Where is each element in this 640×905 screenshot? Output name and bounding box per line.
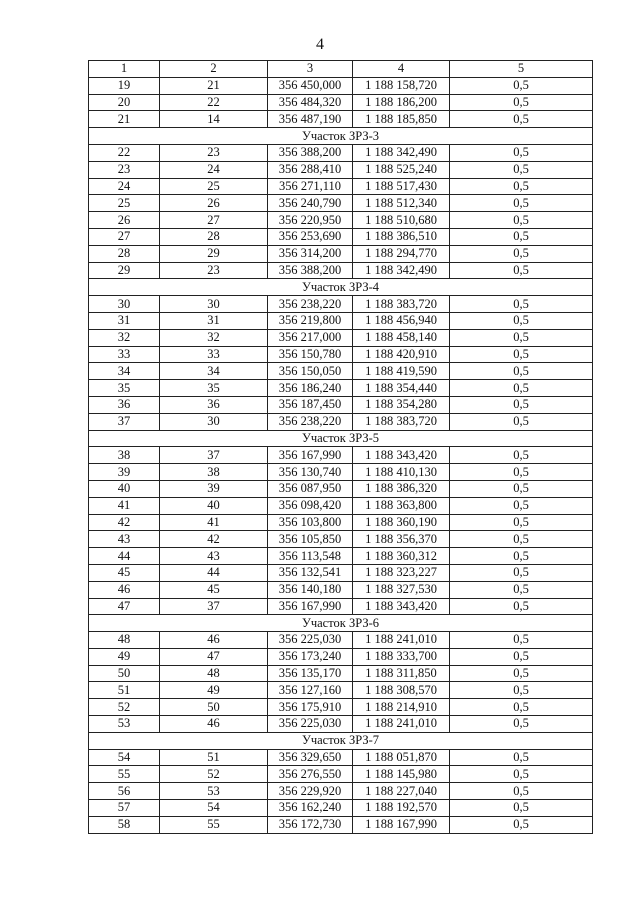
table-cell: 356 484,320 xyxy=(268,94,353,111)
table-cell: 22 xyxy=(160,94,268,111)
table-cell: 54 xyxy=(160,800,268,817)
table-cell: 38 xyxy=(160,464,268,481)
table-row xyxy=(89,648,593,665)
table-cell: 356 225,030 xyxy=(268,716,353,733)
table-cell: 1 188 386,510 xyxy=(353,228,450,245)
table-cell: 356 219,800 xyxy=(268,312,353,329)
table-cell: 1 188 342,490 xyxy=(353,262,450,279)
table-cell: 1 188 323,227 xyxy=(353,564,450,581)
section-row xyxy=(89,615,593,632)
table-cell: 1 188 360,190 xyxy=(353,514,450,531)
table-cell: 43 xyxy=(89,531,160,548)
table-cell: 46 xyxy=(89,581,160,598)
table-cell: 56 xyxy=(89,783,160,800)
table-row xyxy=(89,413,593,430)
table-row xyxy=(89,497,593,514)
page-number: 4 xyxy=(316,36,324,53)
table-cell: 0,5 xyxy=(450,111,593,128)
table-cell: 37 xyxy=(160,447,268,464)
table-row xyxy=(89,749,593,766)
table-cell: 356 172,730 xyxy=(268,816,353,833)
table-cell: 356 271,110 xyxy=(268,178,353,195)
table-row xyxy=(89,178,593,195)
section-row xyxy=(89,430,593,447)
table-cell: 49 xyxy=(89,648,160,665)
table-cell: 28 xyxy=(160,228,268,245)
table-cell: 0,5 xyxy=(450,648,593,665)
column-header: 2 xyxy=(160,61,268,78)
table-row xyxy=(89,800,593,817)
table-cell: 356 450,000 xyxy=(268,77,353,94)
table-cell: 34 xyxy=(89,363,160,380)
table-cell: 356 276,550 xyxy=(268,766,353,783)
table-cell: 52 xyxy=(89,699,160,716)
table-cell: 0,5 xyxy=(450,312,593,329)
table-cell: 0,5 xyxy=(450,262,593,279)
table-cell: 1 188 294,770 xyxy=(353,245,450,262)
table-cell: 356 217,000 xyxy=(268,329,353,346)
section-row xyxy=(89,279,593,296)
table-cell: 37 xyxy=(160,598,268,615)
table-cell: 356 098,420 xyxy=(268,497,353,514)
table-cell: 1 188 517,430 xyxy=(353,178,450,195)
table-cell: 1 188 227,040 xyxy=(353,783,450,800)
table-cell: 31 xyxy=(160,312,268,329)
table-cell: 1 188 458,140 xyxy=(353,329,450,346)
table-cell: 25 xyxy=(160,178,268,195)
table-cell: 356 240,790 xyxy=(268,195,353,212)
table-cell: 23 xyxy=(160,144,268,161)
table-cell: 356 150,050 xyxy=(268,363,353,380)
table-cell: 0,5 xyxy=(450,396,593,413)
table-cell: 54 xyxy=(89,749,160,766)
table-cell: 356 173,240 xyxy=(268,648,353,665)
table-row xyxy=(89,161,593,178)
table-row xyxy=(89,245,593,262)
table-cell: 35 xyxy=(89,380,160,397)
table-cell: 41 xyxy=(89,497,160,514)
table-cell: 1 188 360,312 xyxy=(353,548,450,565)
table-cell: 0,5 xyxy=(450,464,593,481)
table-row xyxy=(89,480,593,497)
table-cell: 22 xyxy=(89,144,160,161)
table-cell: 47 xyxy=(160,648,268,665)
table-row xyxy=(89,144,593,161)
table-cell: 0,5 xyxy=(450,245,593,262)
table-row xyxy=(89,396,593,413)
table-cell: 0,5 xyxy=(450,94,593,111)
table-cell: 1 188 354,280 xyxy=(353,396,450,413)
table-row xyxy=(89,228,593,245)
table-cell: 38 xyxy=(89,447,160,464)
table-cell: 356 105,850 xyxy=(268,531,353,548)
table-row xyxy=(89,514,593,531)
table-cell: 0,5 xyxy=(450,144,593,161)
column-header: 4 xyxy=(353,61,450,78)
table-cell: 55 xyxy=(89,766,160,783)
table-row xyxy=(89,296,593,313)
table-row xyxy=(89,262,593,279)
table-cell: 19 xyxy=(89,77,160,94)
table-cell: 58 xyxy=(89,816,160,833)
table-cell: 0,5 xyxy=(450,665,593,682)
table-row xyxy=(89,380,593,397)
table-cell: 27 xyxy=(160,212,268,229)
section-title: Участок ЗРЗ-3 xyxy=(89,128,593,145)
table-cell: 1 188 383,720 xyxy=(353,413,450,430)
table-row xyxy=(89,346,593,363)
table-cell: 36 xyxy=(89,396,160,413)
table-cell: 47 xyxy=(89,598,160,615)
table-cell: 30 xyxy=(160,413,268,430)
table-row xyxy=(89,363,593,380)
table-cell: 24 xyxy=(160,161,268,178)
table-cell: 356 225,030 xyxy=(268,632,353,649)
table-row xyxy=(89,598,593,615)
table-row xyxy=(89,77,593,94)
table-cell: 0,5 xyxy=(450,195,593,212)
table-cell: 50 xyxy=(89,665,160,682)
table-cell: 32 xyxy=(89,329,160,346)
table-cell: 1 188 051,870 xyxy=(353,749,450,766)
table-cell: 356 238,220 xyxy=(268,413,353,430)
table-cell: 356 132,541 xyxy=(268,564,353,581)
table-cell: 39 xyxy=(89,464,160,481)
table-cell: 50 xyxy=(160,699,268,716)
table-row xyxy=(89,464,593,481)
table-cell: 0,5 xyxy=(450,716,593,733)
table-cell: 356 238,220 xyxy=(268,296,353,313)
table-cell: 0,5 xyxy=(450,447,593,464)
table-cell: 0,5 xyxy=(450,682,593,699)
table-cell: 31 xyxy=(89,312,160,329)
table-cell: 1 188 356,370 xyxy=(353,531,450,548)
table-cell: 356 140,180 xyxy=(268,581,353,598)
table-cell: 356 087,950 xyxy=(268,480,353,497)
table-cell: 356 229,920 xyxy=(268,783,353,800)
table-cell: 1 188 363,800 xyxy=(353,497,450,514)
table-cell: 0,5 xyxy=(450,783,593,800)
table-cell: 356 487,190 xyxy=(268,111,353,128)
table-cell: 356 220,950 xyxy=(268,212,353,229)
table-cell: 0,5 xyxy=(450,413,593,430)
table-cell: 0,5 xyxy=(450,497,593,514)
table-cell: 37 xyxy=(89,413,160,430)
table-cell: 356 314,200 xyxy=(268,245,353,262)
table-row xyxy=(89,783,593,800)
table-cell: 21 xyxy=(160,77,268,94)
table-cell: 1 188 185,850 xyxy=(353,111,450,128)
table-row xyxy=(89,329,593,346)
table-cell: 1 188 343,420 xyxy=(353,598,450,615)
table-cell: 41 xyxy=(160,514,268,531)
table-cell: 39 xyxy=(160,480,268,497)
table-cell: 51 xyxy=(89,682,160,699)
table-row xyxy=(89,665,593,682)
table-cell: 0,5 xyxy=(450,699,593,716)
table-cell: 356 388,200 xyxy=(268,144,353,161)
table-cell: 29 xyxy=(89,262,160,279)
table-row xyxy=(89,531,593,548)
table-cell: 30 xyxy=(160,296,268,313)
coordinates-table-body xyxy=(89,61,593,834)
table-cell: 33 xyxy=(160,346,268,363)
table-cell: 52 xyxy=(160,766,268,783)
column-header: 1 xyxy=(89,61,160,78)
table-cell: 55 xyxy=(160,816,268,833)
table-cell: 1 188 333,700 xyxy=(353,648,450,665)
table-cell: 40 xyxy=(89,480,160,497)
table-cell: 1 188 241,010 xyxy=(353,632,450,649)
table-cell: 35 xyxy=(160,380,268,397)
table-cell: 0,5 xyxy=(450,296,593,313)
table-cell: 0,5 xyxy=(450,480,593,497)
table-cell: 1 188 420,910 xyxy=(353,346,450,363)
table-cell: 20 xyxy=(89,94,160,111)
table-cell: 356 162,240 xyxy=(268,800,353,817)
table-cell: 0,5 xyxy=(450,346,593,363)
table-cell: 1 188 354,440 xyxy=(353,380,450,397)
table-cell: 0,5 xyxy=(450,77,593,94)
table-cell: 356 167,990 xyxy=(268,598,353,615)
table-cell: 0,5 xyxy=(450,329,593,346)
table-cell: 1 188 386,320 xyxy=(353,480,450,497)
section-title: Участок ЗРЗ-4 xyxy=(89,279,593,296)
table-cell: 57 xyxy=(89,800,160,817)
table-row xyxy=(89,699,593,716)
table-cell: 45 xyxy=(89,564,160,581)
table-cell: 26 xyxy=(160,195,268,212)
table-row xyxy=(89,581,593,598)
table-cell: 0,5 xyxy=(450,531,593,548)
table-cell: 1 188 419,590 xyxy=(353,363,450,380)
table-row xyxy=(89,94,593,111)
table-row xyxy=(89,111,593,128)
table-row xyxy=(89,195,593,212)
table-cell: 0,5 xyxy=(450,161,593,178)
table-cell: 46 xyxy=(160,716,268,733)
table-row xyxy=(89,766,593,783)
table-cell: 43 xyxy=(160,548,268,565)
table-row xyxy=(89,682,593,699)
table-cell: 1 188 311,850 xyxy=(353,665,450,682)
table-cell: 0,5 xyxy=(450,380,593,397)
column-header: 5 xyxy=(450,61,593,78)
table-cell: 23 xyxy=(160,262,268,279)
table-cell: 1 188 192,570 xyxy=(353,800,450,817)
table-cell: 1 188 525,240 xyxy=(353,161,450,178)
table-cell: 48 xyxy=(89,632,160,649)
table-cell: 33 xyxy=(89,346,160,363)
table-cell: 48 xyxy=(160,665,268,682)
table-row xyxy=(89,632,593,649)
table-cell: 42 xyxy=(89,514,160,531)
table-cell: 42 xyxy=(160,531,268,548)
table-cell: 356 127,160 xyxy=(268,682,353,699)
table-row xyxy=(89,548,593,565)
table-cell: 53 xyxy=(160,783,268,800)
table-cell: 1 188 410,130 xyxy=(353,464,450,481)
table-cell: 44 xyxy=(160,564,268,581)
table-cell: 0,5 xyxy=(450,564,593,581)
table-cell: 1 188 512,340 xyxy=(353,195,450,212)
table-cell: 32 xyxy=(160,329,268,346)
table-cell: 1 188 343,420 xyxy=(353,447,450,464)
table-cell: 0,5 xyxy=(450,212,593,229)
table-cell: 29 xyxy=(160,245,268,262)
table-cell: 1 188 327,530 xyxy=(353,581,450,598)
table-cell: 356 253,690 xyxy=(268,228,353,245)
table-cell: 21 xyxy=(89,111,160,128)
table-cell: 356 175,910 xyxy=(268,699,353,716)
table-cell: 356 388,200 xyxy=(268,262,353,279)
table-cell: 0,5 xyxy=(450,581,593,598)
table-cell: 356 187,450 xyxy=(268,396,353,413)
table-row xyxy=(89,312,593,329)
table-cell: 40 xyxy=(160,497,268,514)
table-cell: 26 xyxy=(89,212,160,229)
table-cell: 28 xyxy=(89,245,160,262)
table-cell: 356 130,740 xyxy=(268,464,353,481)
table-cell: 0,5 xyxy=(450,766,593,783)
table-cell: 1 188 186,200 xyxy=(353,94,450,111)
table-cell: 1 188 510,680 xyxy=(353,212,450,229)
table-cell: 49 xyxy=(160,682,268,699)
table-cell: 44 xyxy=(89,548,160,565)
table-row xyxy=(89,564,593,581)
table-cell: 0,5 xyxy=(450,178,593,195)
table-cell: 1 188 241,010 xyxy=(353,716,450,733)
section-title: Участок ЗРЗ-5 xyxy=(89,430,593,447)
table-cell: 356 103,800 xyxy=(268,514,353,531)
section-row xyxy=(89,128,593,145)
table-cell: 0,5 xyxy=(450,228,593,245)
coordinates-table xyxy=(88,60,593,834)
table-cell: 0,5 xyxy=(450,548,593,565)
column-header: 3 xyxy=(268,61,353,78)
table-row xyxy=(89,447,593,464)
table-cell: 0,5 xyxy=(450,800,593,817)
table-cell: 356 113,548 xyxy=(268,548,353,565)
table-cell: 1 188 308,570 xyxy=(353,682,450,699)
table-cell: 51 xyxy=(160,749,268,766)
section-row xyxy=(89,732,593,749)
table-cell: 25 xyxy=(89,195,160,212)
table-cell: 1 188 456,940 xyxy=(353,312,450,329)
table-cell: 24 xyxy=(89,178,160,195)
table-cell: 0,5 xyxy=(450,749,593,766)
table-cell: 356 288,410 xyxy=(268,161,353,178)
table-cell: 27 xyxy=(89,228,160,245)
table-cell: 45 xyxy=(160,581,268,598)
table-row xyxy=(89,212,593,229)
table-header-row xyxy=(89,61,593,78)
table-cell: 356 150,780 xyxy=(268,346,353,363)
table-cell: 1 188 145,980 xyxy=(353,766,450,783)
table-cell: 46 xyxy=(160,632,268,649)
table-cell: 53 xyxy=(89,716,160,733)
table-cell: 1 188 214,910 xyxy=(353,699,450,716)
table-cell: 0,5 xyxy=(450,598,593,615)
table-cell: 0,5 xyxy=(450,632,593,649)
section-title: Участок ЗРЗ-7 xyxy=(89,732,593,749)
table-cell: 1 188 383,720 xyxy=(353,296,450,313)
table-cell: 0,5 xyxy=(450,363,593,380)
table-cell: 356 135,170 xyxy=(268,665,353,682)
table-cell: 356 167,990 xyxy=(268,447,353,464)
table-row xyxy=(89,716,593,733)
table-cell: 356 186,240 xyxy=(268,380,353,397)
table-cell: 1 188 167,990 xyxy=(353,816,450,833)
table-cell: 356 329,650 xyxy=(268,749,353,766)
table-cell: 23 xyxy=(89,161,160,178)
table-cell: 1 188 158,720 xyxy=(353,77,450,94)
table-cell: 1 188 342,490 xyxy=(353,144,450,161)
table-cell: 30 xyxy=(89,296,160,313)
section-title: Участок ЗРЗ-6 xyxy=(89,615,593,632)
table-cell: 14 xyxy=(160,111,268,128)
table-cell: 0,5 xyxy=(450,816,593,833)
table-cell: 34 xyxy=(160,363,268,380)
table-cell: 36 xyxy=(160,396,268,413)
table-row xyxy=(89,816,593,833)
table-cell: 0,5 xyxy=(450,514,593,531)
